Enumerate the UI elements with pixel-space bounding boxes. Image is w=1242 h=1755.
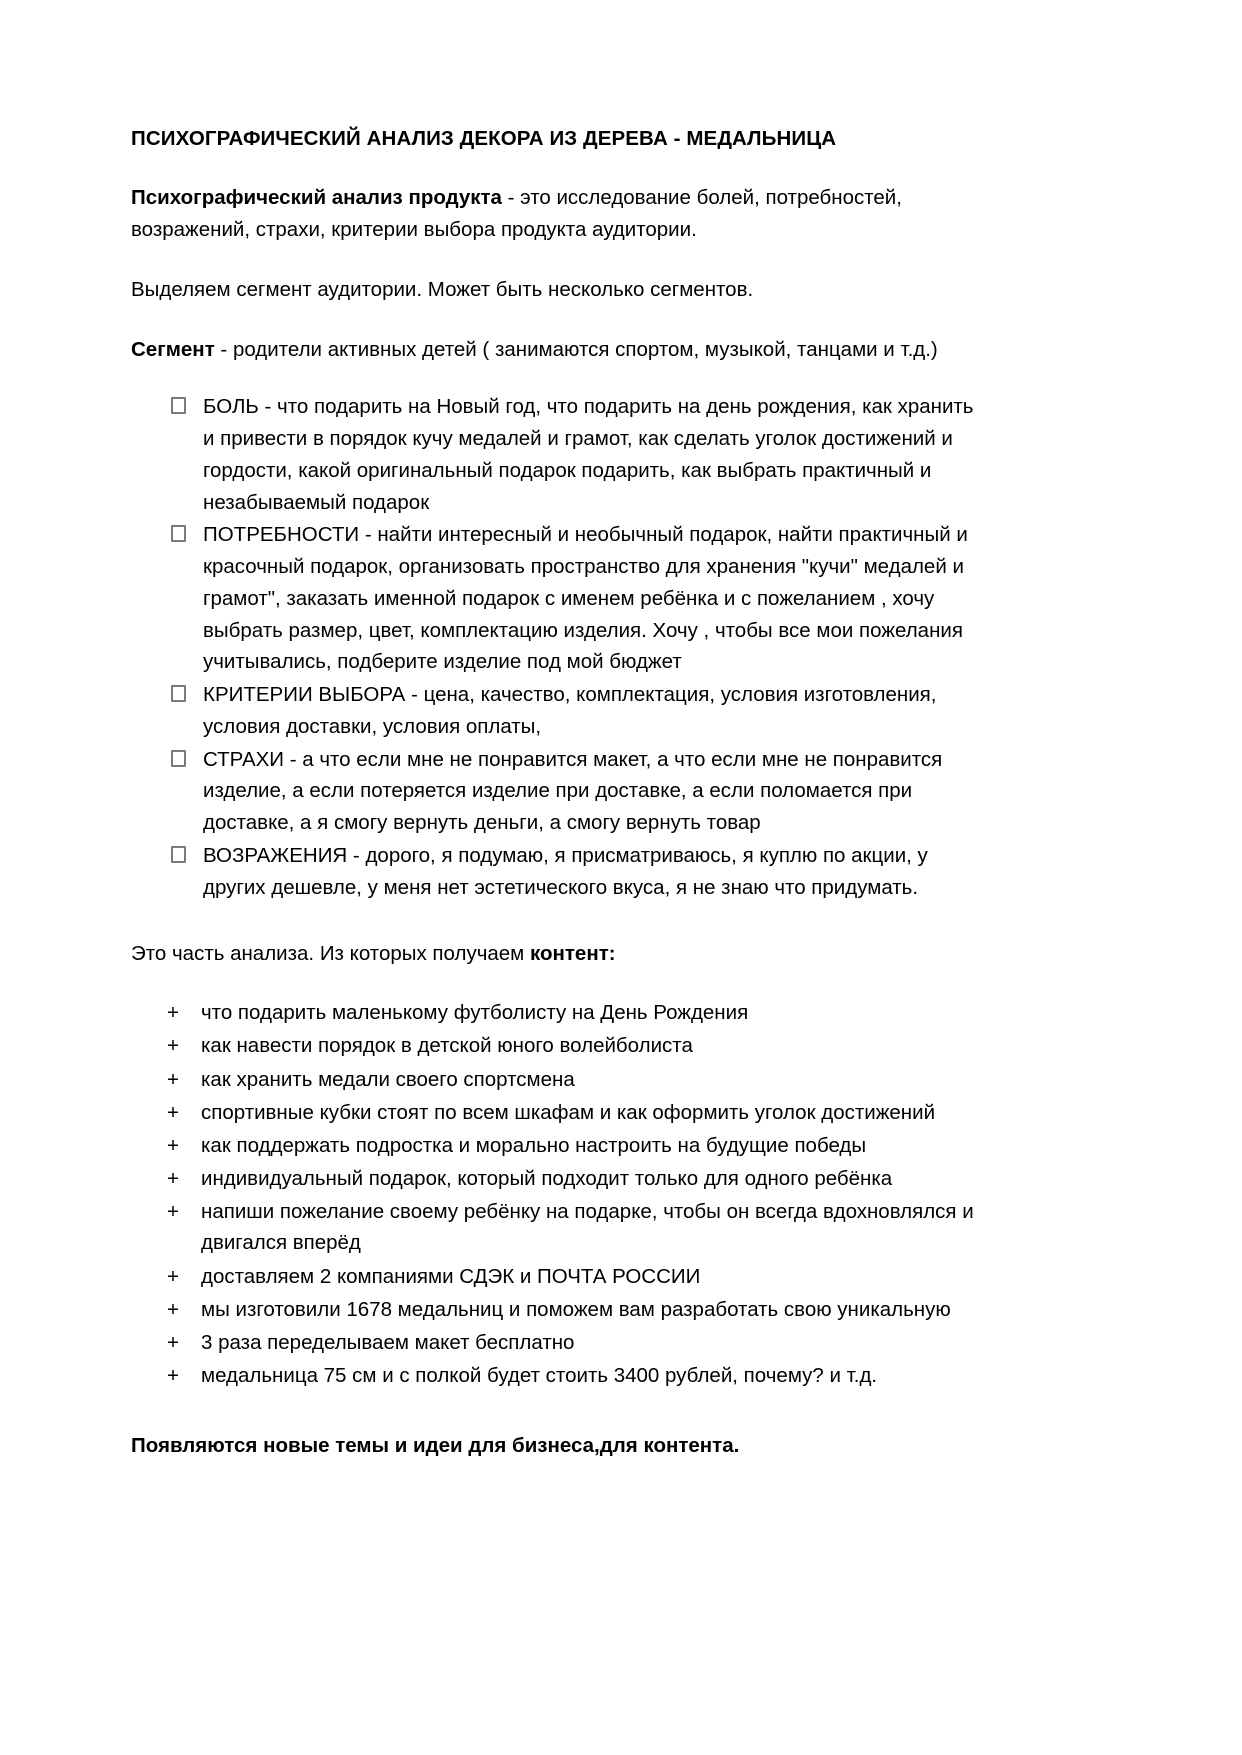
checkbox-icon[interactable]: [171, 750, 186, 767]
checkbox-icon[interactable]: [171, 685, 186, 702]
list-item-text: КРИТЕРИИ ВЫБОРА - цена, качество, комплектация, условия изготовления, условия доставки, условия оплаты,: [203, 683, 937, 738]
plus-bullet-icon: +: [167, 1297, 179, 1321]
segment-description: - родители активных детей ( занимаются спортом, музыкой, танцами и т.д.): [214, 337, 938, 361]
list-item: [131, 1097, 989, 1128]
page-title: ПСИХОГРАФИЧЕСКИЙ АНАЛИЗ ДЕКОРА ИЗ ДЕРЕВА - МЕДАЛЬНИЦА: [131, 127, 837, 150]
content-lead-paragraph: [131, 938, 989, 970]
segment-note-paragraph: Выделяем сегмент аудитории. Может быть несколько сегментов.: [131, 277, 754, 301]
list-item: [131, 1360, 989, 1391]
checkbox-icon[interactable]: [171, 525, 186, 542]
list-item-text: 3 раза переделываем макет бесплатно: [201, 1330, 575, 1354]
content-ideas-list: [131, 997, 989, 1391]
list-item: [131, 997, 989, 1028]
plus-bullet-icon: +: [167, 1200, 179, 1224]
intro-lead-rest: - это исследование болей, потребностей, возражений, страхи, критерии выбора продукта аудитории.: [131, 186, 902, 241]
plus-bullet-icon: +: [167, 1167, 179, 1191]
list-item: [131, 1030, 989, 1061]
plus-bullet-icon: +: [167, 1100, 179, 1124]
list-item-text: мы изготовили 1678 медальниц и поможем вам разработать свою уникальную: [201, 1297, 951, 1321]
content-lead-bold: контент:: [529, 941, 616, 965]
checkbox-icon[interactable]: [171, 846, 186, 863]
list-item: [131, 519, 989, 678]
psychographic-checklist: [131, 391, 989, 903]
list-item: [131, 840, 989, 904]
list-item-text: медальница 75 см и с полкой будет стоить 3400 рублей, почему? и т.д.: [201, 1364, 878, 1388]
list-item: [131, 744, 989, 839]
list-item-text: как поддержать подростка и морально настроить на будущие победы: [201, 1133, 867, 1157]
list-item-text: ПОТРЕБНОСТИ - найти интересный и необычный подарок, найти практичный и красочный подарок, организовать пространство для хранения "кучи" медалей и грамот", заказать именной подарок с именем ребёнка и с пожеланием , хочу выбрать размер, цвет, комплектацию изделия. Хочу , чтобы все мои пожелания учитывались, подберите изделие под мой бюджет: [203, 523, 968, 674]
intro-lead-bold: Психографический анализ продукта: [131, 186, 502, 210]
plus-bullet-icon: +: [167, 1034, 179, 1058]
list-item-text: что подарить маленькому футболисту на День Рождения: [201, 1001, 749, 1025]
list-item-text: ВОЗРАЖЕНИЯ - дорого, я подумаю, я присматриваюсь, я куплю по акции, у других дешевле, у меня нет эстетического вкуса, я не знаю что придумать.: [203, 844, 928, 899]
plus-bullet-icon: +: [167, 1067, 179, 1091]
list-item-text: индивидуальный подарок, который подходит только для одного ребёнка: [201, 1167, 893, 1191]
plus-bullet-icon: +: [167, 1330, 179, 1354]
list-item: [131, 1327, 989, 1358]
list-item-text: доставляем 2 компаниями СДЭК и ПОЧТА РОССИИ: [201, 1264, 701, 1288]
list-item: [131, 679, 989, 743]
list-item: [131, 1064, 989, 1095]
list-item-text: БОЛЬ - что подарить на Новый год, что подарить на день рождения, как хранить и привести в порядок кучу медалей и грамот, как сделать уголок достижений и гордости, какой оригинальный подарок подарить, как выбрать практичный и незабываемый подарок: [203, 395, 974, 514]
checkbox-icon[interactable]: [171, 397, 186, 414]
plus-bullet-icon: +: [167, 1001, 179, 1025]
list-item: [131, 1196, 989, 1258]
segment-label: Сегмент: [131, 337, 215, 361]
list-item: [131, 1261, 989, 1292]
plus-bullet-icon: +: [167, 1364, 179, 1388]
closing-statement: Появляются новые темы и идеи для бизнеса,для контента.: [131, 1434, 740, 1458]
list-item-text: напиши пожелание своему ребёнку на подарке, чтобы он всегда вдохновлялся и двигался вперёд: [201, 1200, 974, 1255]
plus-bullet-icon: +: [167, 1133, 179, 1157]
list-item-text: спортивные кубки стоят по всем шкафам и как оформить уголок достижений: [201, 1100, 936, 1124]
plus-bullet-icon: +: [167, 1264, 179, 1288]
segment-paragraph: [131, 334, 989, 366]
list-item-text: как хранить медали своего спортсмена: [201, 1067, 575, 1091]
list-item: [131, 1294, 989, 1325]
list-item: [131, 391, 989, 518]
list-item: [131, 1163, 989, 1194]
list-item-text: СТРАХИ - а что если мне не понравится макет, а что если мне не понравится изделие, а если потеряется изделие при доставке, а если поломается при доставке, а я смогу вернуть деньги, а смогу вернуть товар: [203, 747, 943, 835]
document-body: [131, 126, 989, 1462]
content-lead-prefix: Это часть анализа. Из которых получаем: [131, 941, 530, 965]
intro-paragraph: [131, 182, 989, 246]
list-item-text: как навести порядок в детской юного волейболиста: [201, 1034, 693, 1058]
list-item: [131, 1130, 989, 1161]
